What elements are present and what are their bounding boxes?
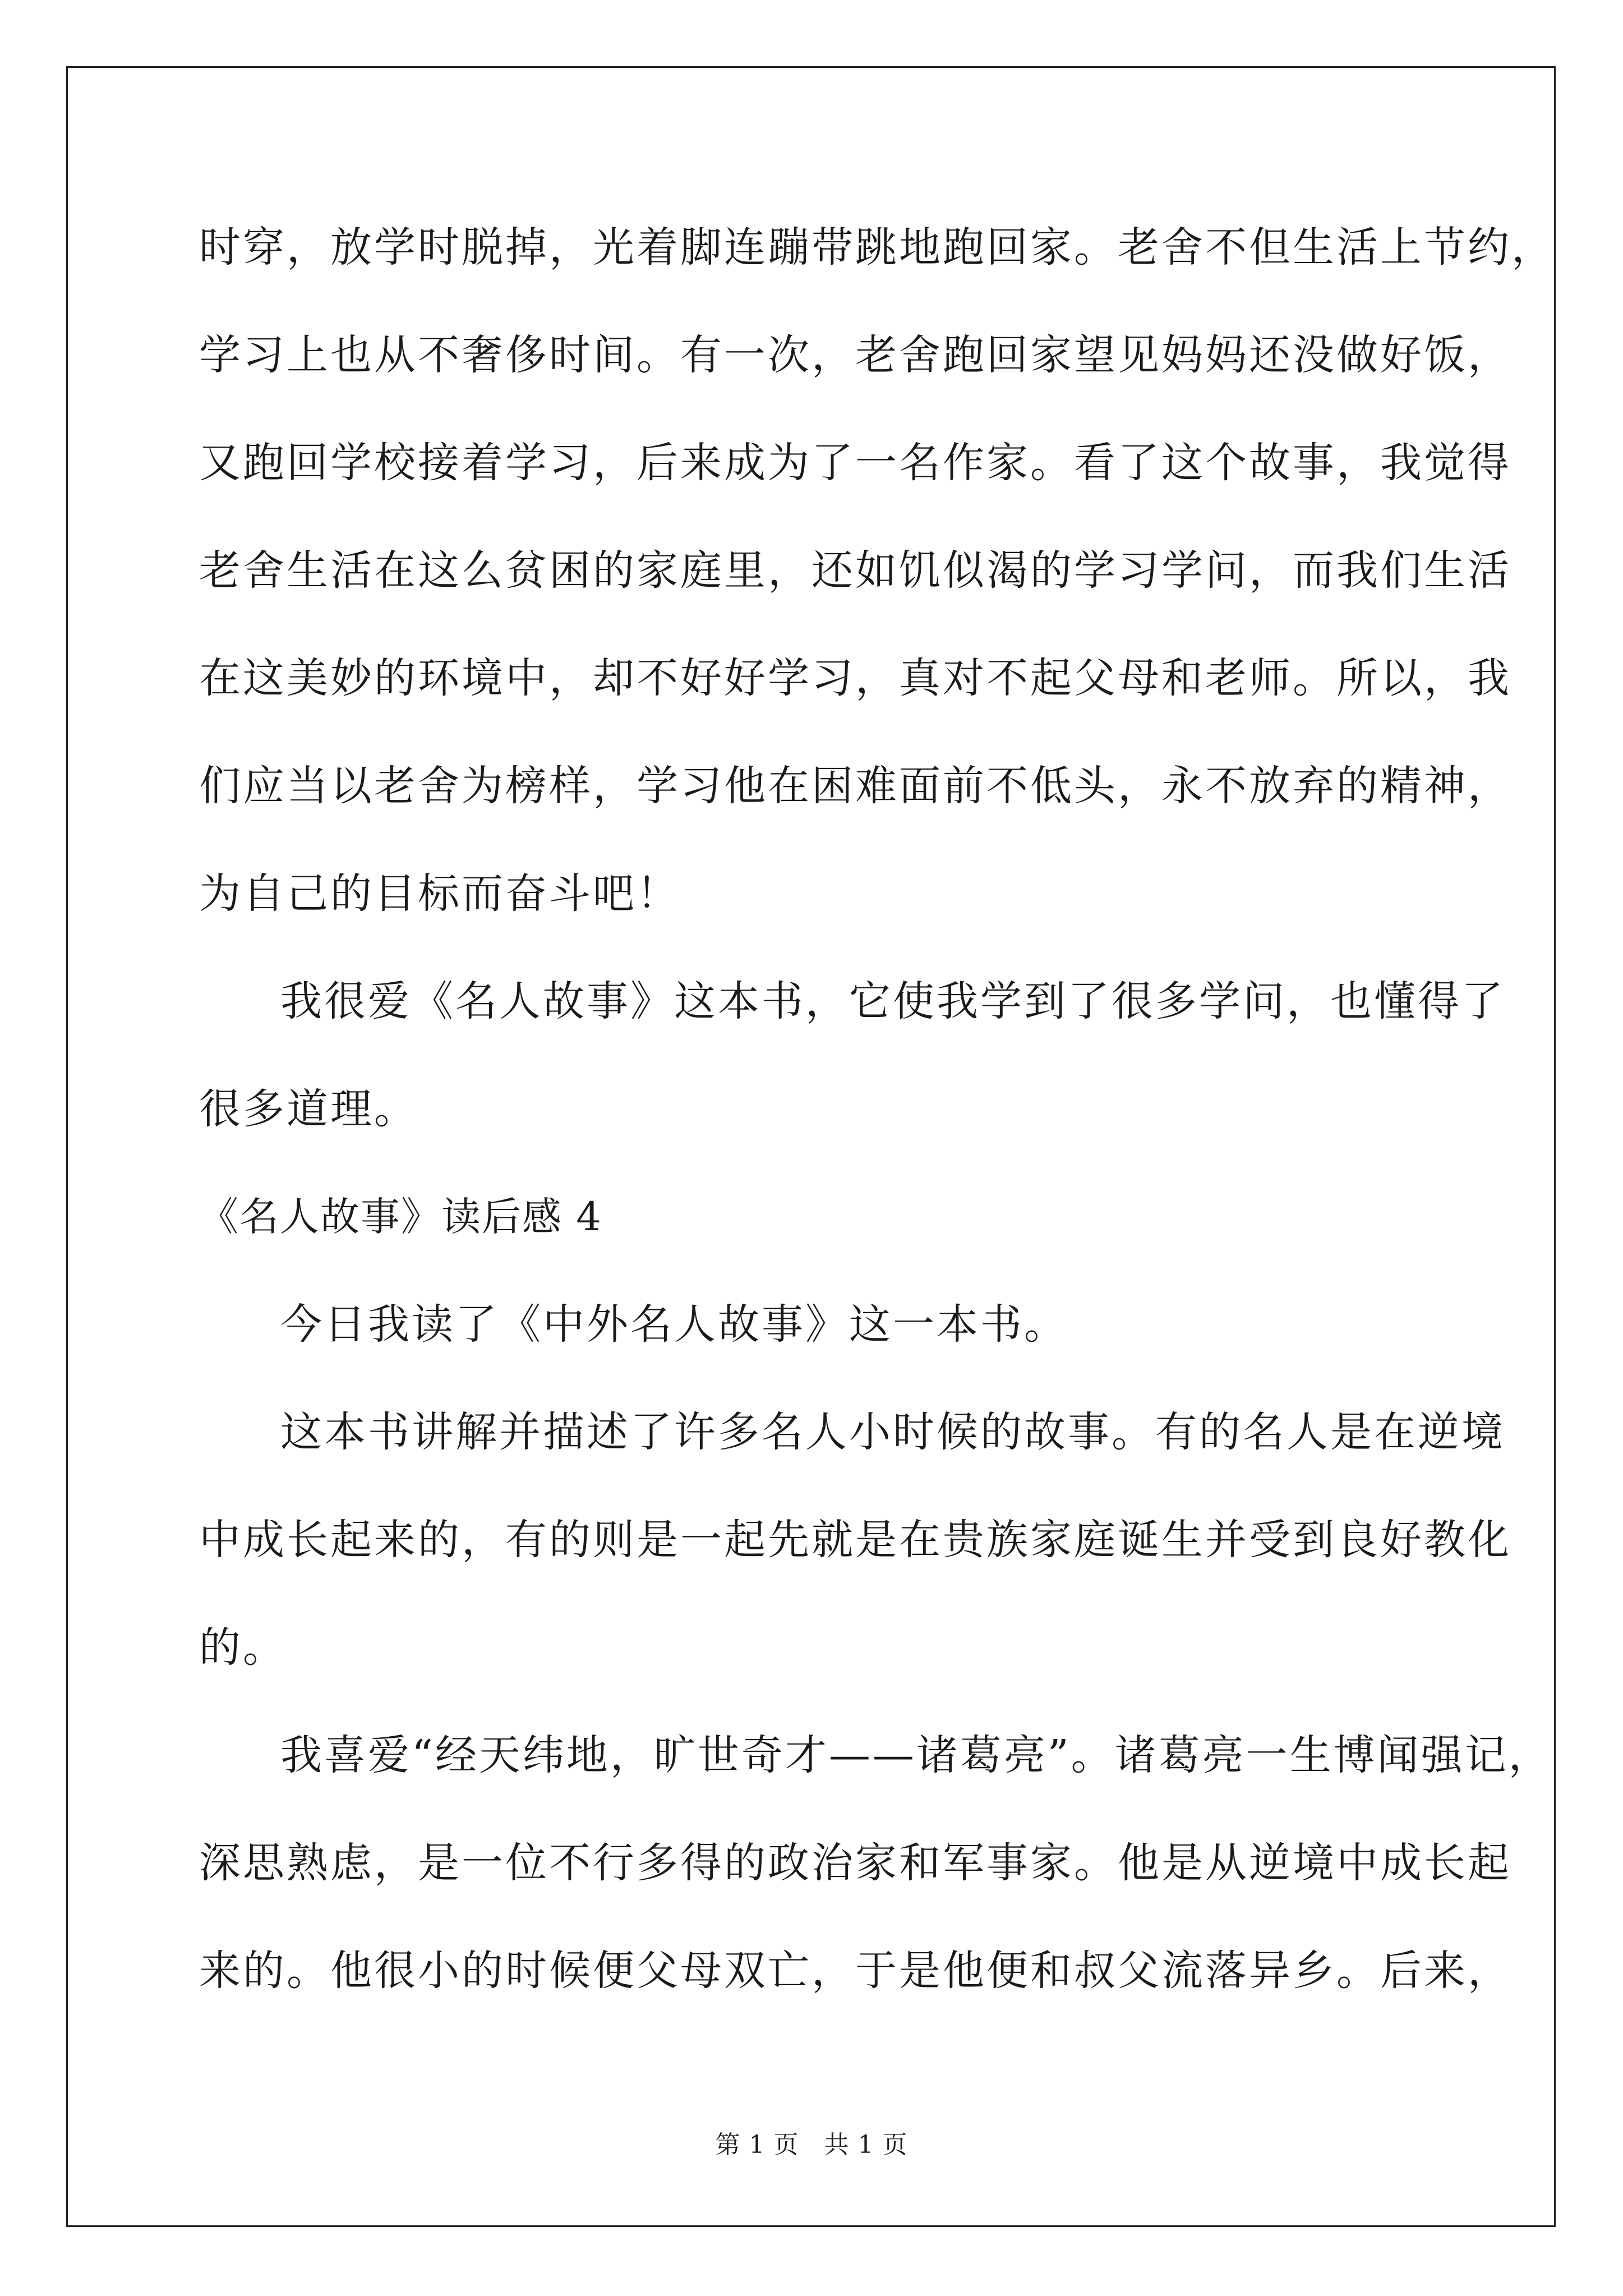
body-text-line: 很多道理。 xyxy=(199,1085,418,1133)
body-text-line: 中成长起来的，有的则是一起先就是在贵族家庭诞生并受到良好教化 xyxy=(199,1516,1511,1564)
body-text-line: 时穿，放学时脱掉，光着脚连蹦带跳地跑回家。老舍不但生活上节约， xyxy=(199,223,1555,272)
body-text-line: 学习上也从不奢侈时间。有一次，老舍跑回家望见妈妈还没做好饭， xyxy=(199,331,1511,379)
paragraph-first-line: 我喜爱“经天纬地，旷世奇才——诸葛亮”。诸葛亮一生博闻强记， xyxy=(280,1731,1552,1779)
body-text-line: 的。 xyxy=(199,1623,287,1672)
page-footer: 第 1 页 共 1 页 xyxy=(715,2131,908,2159)
body-text-line: 在这美妙的环境中，却不好好学习，真对不起父母和老师。所以，我 xyxy=(199,654,1511,702)
paragraph-first-line: 这本书讲解并描述了许多名人小时候的故事。有的名人是在逆境 xyxy=(280,1408,1505,1456)
section-heading: 《名人故事》读后感 4 xyxy=(199,1194,602,1240)
body-text-line: 们应当以老舍为榜样，学习他在困难面前不低头，永不放弃的精神， xyxy=(199,762,1511,810)
body-text-line: 老舍生活在这么贫困的家庭里，还如饥似渴的学习学问，而我们生活 xyxy=(199,546,1511,595)
body-text-line: 为自己的目标而奋斗吧！ xyxy=(199,869,680,918)
body-text-line: 来的。他很小的时候便父母双亡，于是他便和叔父流落异乡。后来， xyxy=(199,1947,1511,1995)
page-border xyxy=(66,66,1556,2227)
body-text-line: 深思熟虑，是一位不行多得的政治家和军事家。他是从逆境中成长起 xyxy=(199,1839,1511,1887)
paragraph-first-line: 今日我读了《中外名人故事》这一本书。 xyxy=(280,1300,1068,1349)
paragraph-first-line: 我很爱《名人故事》这本书，它使我学到了很多学问，也懂得了 xyxy=(280,977,1505,1025)
body-text-line: 又跑回学校接着学习，后来成为了一名作家。看了这个故事，我觉得 xyxy=(199,439,1511,487)
